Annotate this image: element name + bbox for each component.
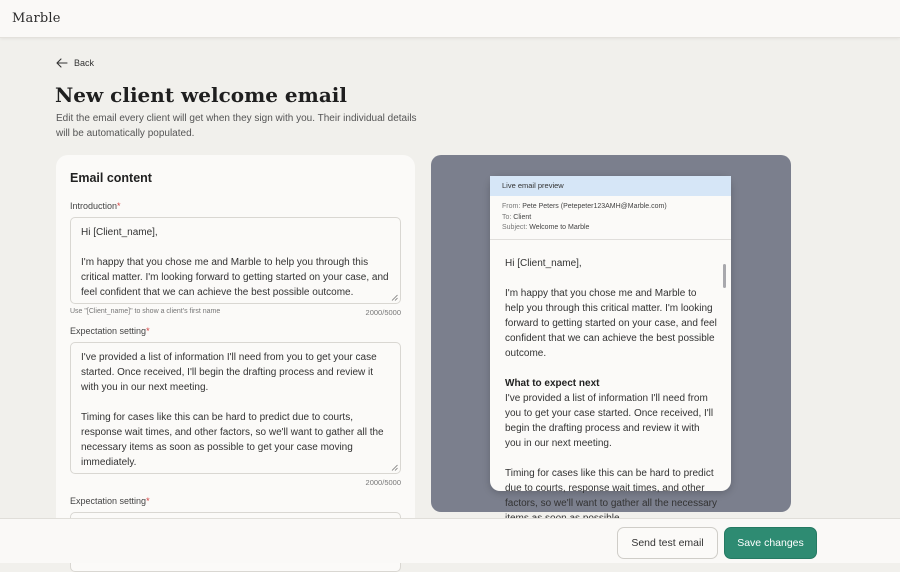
subject-row bbox=[502, 223, 719, 234]
email-preview-card bbox=[490, 176, 731, 509]
email-intro: I'm happy that you chose me and Marble to help you through this critical matter. I'm looking forward to getting started on your case, and feel confident that we can achieve the best possible outcome. bbox=[505, 288, 717, 359]
required-mark: * bbox=[117, 201, 121, 211]
field-label-text: Introduction bbox=[70, 201, 118, 211]
expectation-textarea[interactable] bbox=[70, 342, 401, 474]
page-title: New client welcome email bbox=[55, 83, 347, 107]
preview-header: Live email preview bbox=[490, 176, 731, 196]
introduction-label bbox=[70, 201, 121, 211]
from-label: From: bbox=[502, 203, 521, 210]
required-mark: * bbox=[146, 496, 150, 506]
to-value: Client bbox=[513, 213, 532, 221]
back-link[interactable] bbox=[56, 58, 94, 68]
textarea-line: I'm happy that you chose me and Marble to help you through this critical matter. I'm looking forward to getting started on your case, and feel confident that we can achieve the best possible outcome. bbox=[81, 257, 389, 298]
from-row bbox=[502, 202, 719, 213]
page-description: Edit the email every client will get when they sign with you. Their individual details will be automatically populated. bbox=[56, 113, 417, 139]
field-label-text: Expectation setting bbox=[70, 326, 147, 336]
email-paragraph: Timing for cases like this can be hard to predict due to courts, response wait times, and other factors, so we'll want to gather all the necessary bbox=[505, 468, 718, 509]
textarea-line: Hi [Client_name], bbox=[81, 227, 158, 238]
field-label-text: Expectation setting bbox=[70, 496, 147, 506]
back-label: Back bbox=[74, 58, 95, 68]
arrow-left-icon bbox=[56, 58, 68, 68]
to-label: To: bbox=[502, 213, 512, 221]
resize-handle-icon[interactable] bbox=[391, 294, 398, 301]
send-test-email-button[interactable]: Send test email bbox=[617, 527, 718, 559]
blank-line bbox=[81, 240, 390, 255]
introduction-char-count: 2000/5000 bbox=[365, 308, 401, 317]
subject-label: Subject: bbox=[502, 224, 528, 231]
email-greeting: Hi [Client_name], bbox=[505, 258, 582, 269]
introduction-textarea[interactable] bbox=[70, 217, 401, 304]
email-section-heading: What to expect next bbox=[505, 378, 600, 389]
textarea-line: Timing for cases like this can be hard to predict due to courts, response wait times, and other factors, so we'll want to gather all the necessary items as soon as possible to get your case moving immediately. bbox=[81, 412, 384, 468]
resize-handle-icon[interactable] bbox=[391, 464, 398, 471]
required-mark: * bbox=[146, 326, 150, 336]
to-row bbox=[502, 213, 719, 224]
preview-panel bbox=[431, 155, 791, 512]
textarea-line: I've provided a list of information I'll need from you to get your case started. Once received, I'll begin the drafting process and review it with you in our next meeting. bbox=[81, 352, 377, 393]
email-body[interactable] bbox=[490, 241, 731, 509]
card-title: Email content bbox=[70, 171, 152, 185]
blank-line bbox=[81, 395, 390, 410]
email-paragraph: I've provided a list of information I'll need from you to get your case started. Once received, I'll begin the drafting process and review it with you in our next meeting. bbox=[505, 393, 714, 449]
expectation-label-2 bbox=[70, 496, 150, 506]
preview-scrollbar[interactable] bbox=[723, 264, 726, 288]
top-bar bbox=[0, 0, 900, 38]
introduction-hint: Use "[Client_name]" to show a client's first name bbox=[70, 308, 221, 315]
expectation-label bbox=[70, 326, 150, 336]
save-changes-button[interactable]: Save changes bbox=[724, 527, 817, 559]
app-logo[interactable]: Marble bbox=[12, 11, 61, 26]
from-value: Pete Peters (Petepeter123AMH@Marble.com) bbox=[522, 203, 667, 210]
email-content-card bbox=[56, 155, 415, 535]
expectation-char-count: 2000/5000 bbox=[365, 478, 401, 487]
subject-value: Welcome to Marble bbox=[529, 224, 590, 231]
footer-bar bbox=[0, 518, 900, 563]
email-meta bbox=[490, 196, 731, 240]
